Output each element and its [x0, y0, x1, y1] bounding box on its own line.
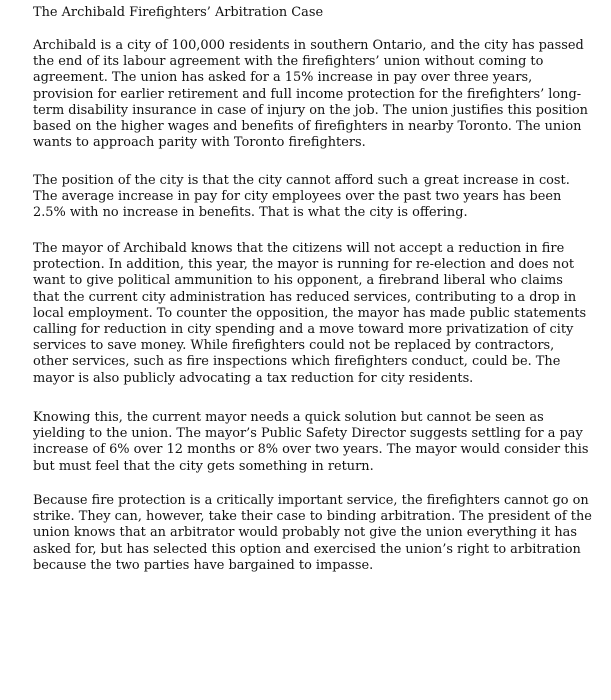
- paragraph-mayor-situation: The mayor of Archibald knows that the citizens will not accept a reduction in fire protection. In addition, this year, the mayor is running for re-election and does not want to give political ammunition to his opponent, a firebrand liberal who claims that the current city administration has reduced services, contributing to a drop in local employment. To counter the opposition, the mayor has made public statements calling for reduction in city spending and a move toward more privatization of city services to save money. While firefighters could not be replaced by contractors, other services, such as fire inspections which firefighters conduct, could be. The mayor is also publicly advocating a tax reduction for city residents.: [33, 241, 587, 386]
- paragraph-binding-arbitration: Because fire protection is a critically important service, the firefighters cannot go on strike. They can, however, take their case to binding arbitration. The president of the union knows that an arbitrator would probably not give the union everything it has asked for, but has selected this option and exercised the union’s right to arbitration because the two parties have bargained to impasse.: [33, 493, 592, 573]
- document-title: The Archibald Firefighters’ Arbitration Case: [33, 5, 324, 20]
- paragraph-background: Archibald is a city of 100,000 residents in southern Ontario, and the city has passed the end of its labour agreement with the firefighters’ union without coming to agreement. The union has asked for a 15% increase in pay over three years, provision for earlier retirement and full income protection for the firefighters’ long-term disability insurance in case of injury on the job. The union justifies this position based on the higher wages and benefits of firefighters in nearby Toronto. The union wants to approach parity with Toronto firefighters.: [33, 38, 588, 151]
- paragraph-city-position: The position of the city is that the city cannot afford such a great increase in cost. The average increase in pay for city employees over the past two years has been 2.5% with no increase in benefits. That is what the city is offering.: [33, 173, 570, 221]
- paragraph-quick-solution: Knowing this, the current mayor needs a quick solution but cannot be seen as yielding to the union. The mayor’s Public Safety Director suggests settling for a pay increase of 6% over 12 months or 8% over two years. The mayor would consider this but must feel that the city gets something in return.: [33, 410, 589, 474]
